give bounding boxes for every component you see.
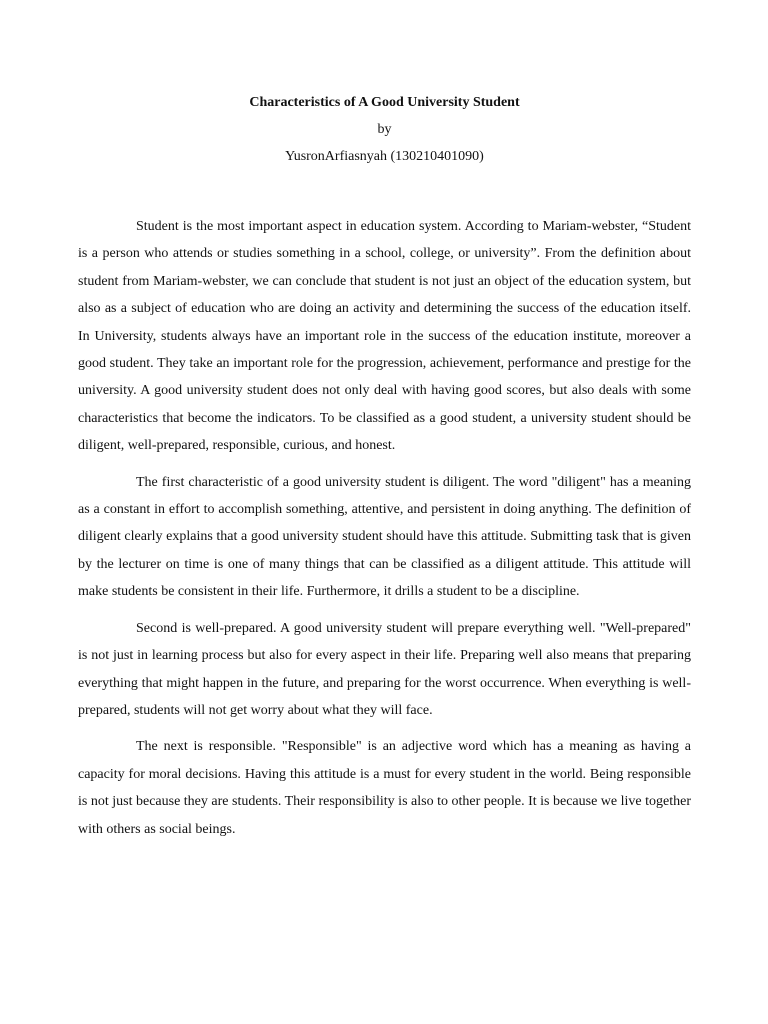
byline: by <box>377 122 392 137</box>
paragraph-diligent: The first characteristic of a good university student is diligent. The word "diligent" has a meaning as a constant in effort to accomplish something, attentive, and persistent in doing anything. The definition of diligent clearly explains that a good university student should have this attitude. Submitting task that is given by the lecturer on time is one of many things that can be classified as a diligent attitude. This attitude will make students be consistent in their life. Furthermore, it drills a student to be a discipline. <box>78 474 691 600</box>
author-line: YusronArfiasnyah (130210401090) <box>285 149 484 164</box>
document-body <box>78 213 691 843</box>
document-title: Characteristics of A Good University Student <box>249 95 520 110</box>
paragraph-introduction: Student is the most important aspect in education system. According to Mariam-webster, “Student is a person who attends or studies something in a school, college, or university”. From the definition about student from Mariam-webster, we can conclude that student is not just an object of the education system, but also as a subject of education who are doing an activity and determining the success of the education itself. In University, students always have an important role in the success of the education institute, moreover a good student. They take an important role for the progression, achievement, performance and prestige for the university. A good university student does not only deal with having good scores, but also deals with some characteristics that become the indicators. To be classified as a good student, a university student should be diligent, well-prepared, responsible, curious, and honest. <box>78 219 691 454</box>
paragraph-responsible: The next is responsible. "Responsible" is an adjective word which has a meaning as having a capacity for moral decisions. Having this attitude is a must for every student in the world. Being responsible is not just because they are students. Their responsibility is also to other people. It is because we live together with others as social beings. <box>78 739 691 837</box>
paragraph-well-prepared: Second is well-prepared. A good university student will prepare everything well. "Well-prepared" is not just in learning process but also for every aspect in their life. Preparing well also means that preparing everything that might happen in the future, and preparing for the worst occurrence. When everything is well-prepared, students will not get worry about what they will face. <box>78 620 691 718</box>
